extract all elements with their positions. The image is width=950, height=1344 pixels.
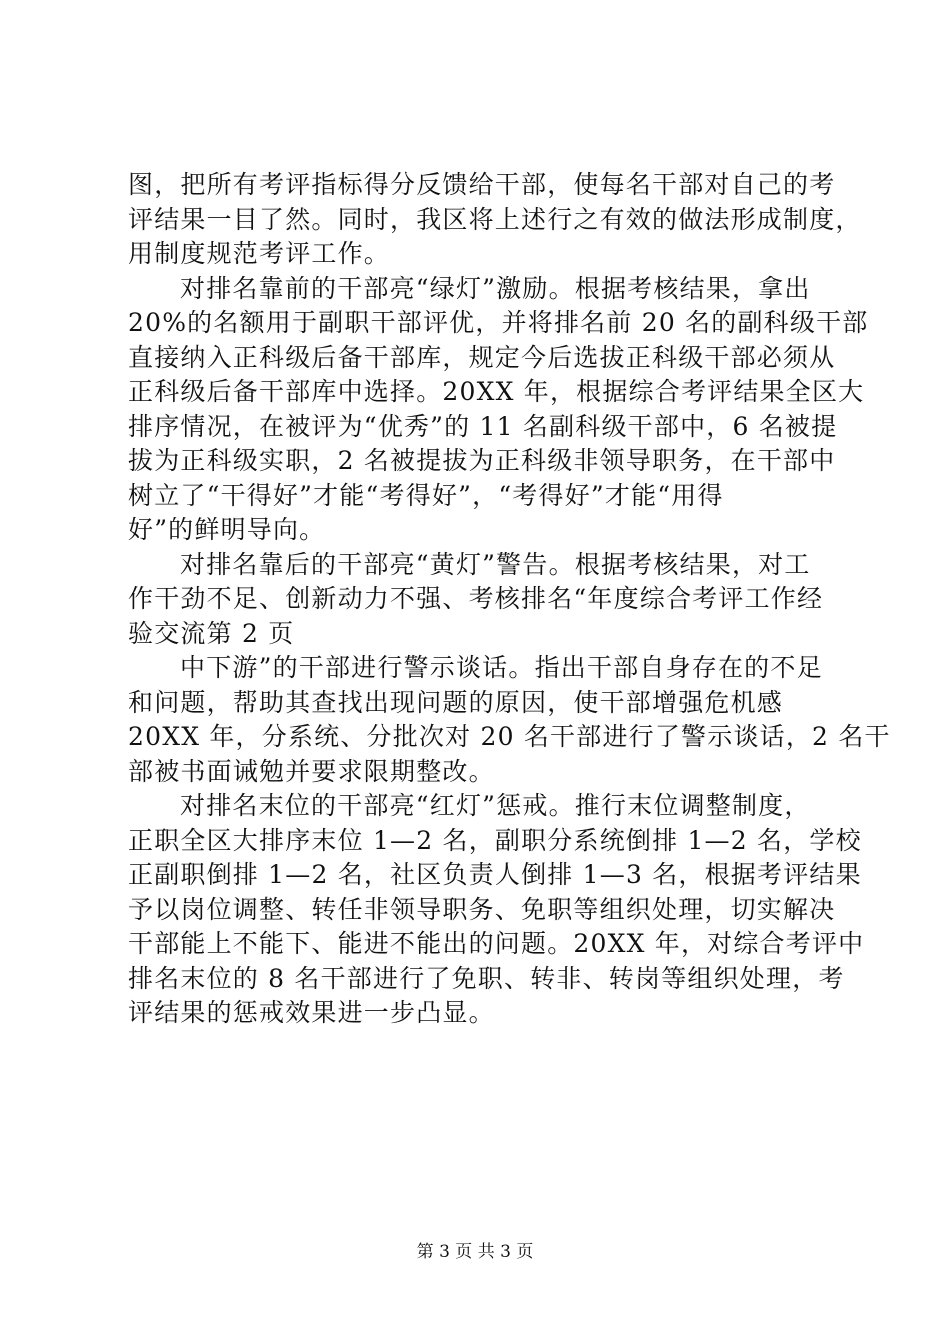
text-line: 正职全区大排序末位 1—2 名，副职分系统倒排 1—2 名，学校 <box>128 825 862 855</box>
text-line: 予以岗位调整、转任非领导职务、免职等组织处理，切实解决 <box>128 894 836 924</box>
text-line: 评结果一目了然。同时，我区将上述行之有效的做法形成制度， <box>128 204 862 234</box>
paragraph-start-line: 对排名靠前的干部亮“绿灯”激励。根据考核结果，拿出 <box>180 273 811 303</box>
text-line: 好”的鲜明导向。 <box>128 515 326 544</box>
text-line: 直接纳入正科级后备干部库，规定今后选拔正科级干部必须从 <box>128 342 836 372</box>
text-line: 排序情况，在被评为“优秀”的 11 名副科级干部中，6 名被提 <box>128 411 838 441</box>
text-line: 作干劲不足、创新动力不强、考核排名“年度综合考评工作经 <box>128 584 824 613</box>
text-line: 正科级后备干部库中选择。20XX 年，根据综合考评结果全区大 <box>128 377 865 406</box>
page-number: 第 3 页 共 3 页 <box>416 1242 534 1262</box>
text-line: 20XX 年，分系统、分批次对 20 名干部进行了警示谈话，2 名干 <box>128 722 891 751</box>
text-line: 排名末位的 8 名干部进行了免职、转非、转岗等组织处理，考 <box>128 963 845 993</box>
page-footer <box>0 1240 950 1264</box>
text-line: 拔为正科级实职，2 名被提拔为正科级非领导职务，在干部中 <box>128 446 836 475</box>
text-line: 和问题，帮助其查找出现问题的原因，使干部增强危机感 <box>128 687 784 717</box>
document-body <box>128 168 891 1031</box>
text-line: 树立了“干得好”才能“考得好”，“考得好”才能“用得 <box>128 480 724 510</box>
text-line: 用制度规范考评工作。 <box>128 239 391 268</box>
text-line: 验交流第 2 页 <box>128 618 295 648</box>
paragraph-start-line: 中下游”的干部进行警示谈话。指出干部自身存在的不足 <box>180 653 823 682</box>
text-line: 干部能上不能下、能进不能出的问题。20XX 年，对综合考评中 <box>128 929 865 958</box>
text-line: 正副职倒排 1—2 名，社区负责人倒排 1—3 名，根据考评结果 <box>128 860 862 889</box>
paragraph-start-line: 对排名靠后的干部亮“黄灯”警告。根据考核结果，对工 <box>180 549 811 579</box>
text-line: 图，把所有考评指标得分反馈给干部，使每名干部对自己的考 <box>128 170 836 199</box>
text-line: 部被书面诫勉并要求限期整改。 <box>128 756 495 786</box>
text-line: 20%的名额用于副职干部评优，并将排名前 20 名的副科级干部 <box>128 308 869 337</box>
paragraph-start-line: 对排名末位的干部亮“红灯”惩戒。推行末位调整制度， <box>180 791 811 820</box>
text-line: 评结果的惩戒效果进一步凸显。 <box>128 998 495 1027</box>
